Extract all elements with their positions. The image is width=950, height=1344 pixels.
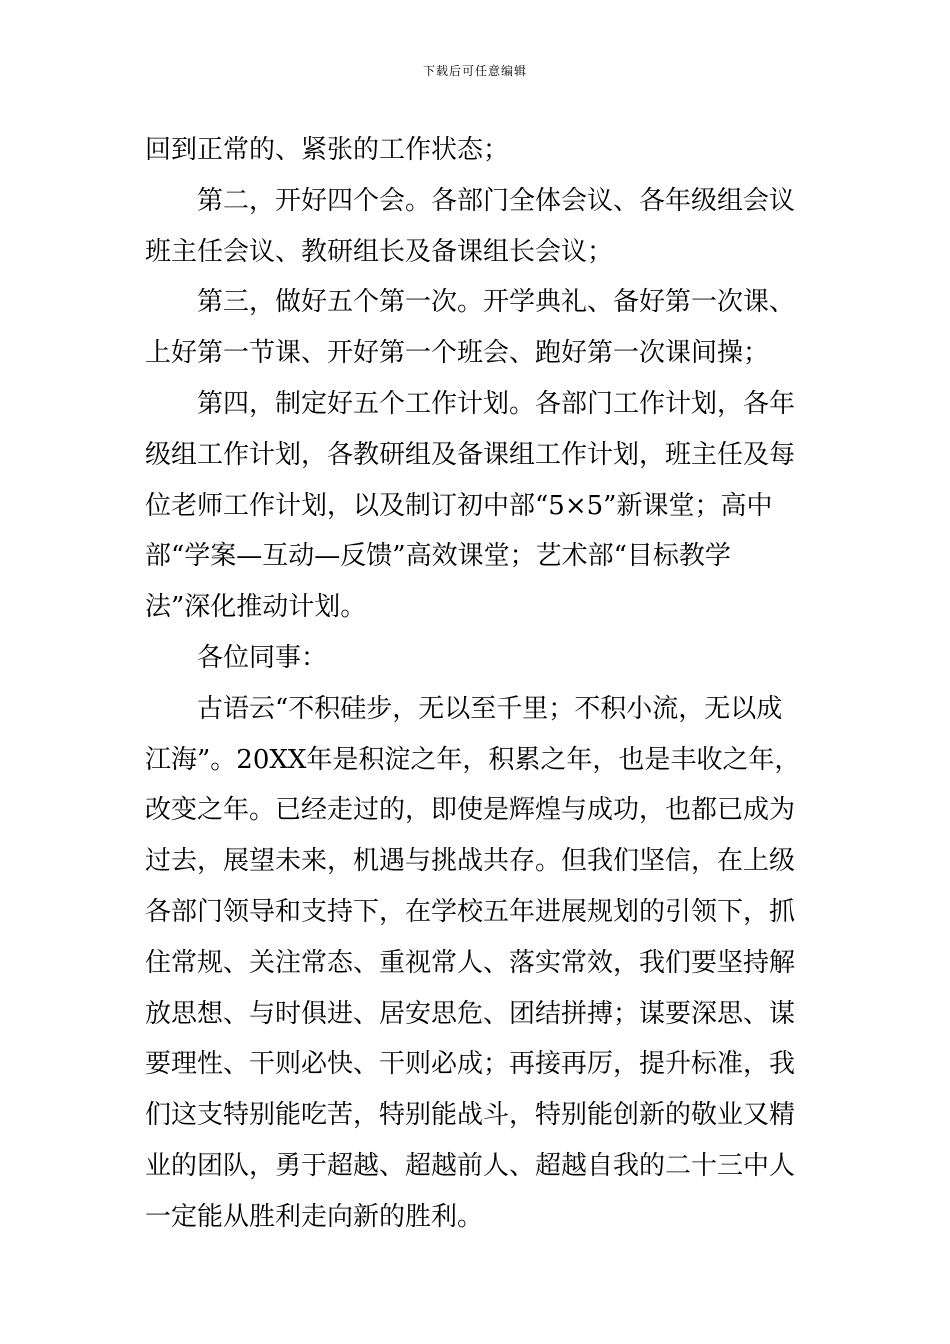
- text-line: 各部门领导和支持下，在学校五年进展规划的引领下，抓: [145, 896, 796, 927]
- text-line: 住常规、关注常态、重视常人、落实常效，我们要坚持解: [145, 947, 796, 978]
- text-line: 各位同事：: [197, 642, 328, 673]
- text-line: 第三，做好五个第一次。开学典礼、备好第一次课、: [197, 287, 796, 318]
- text-line: 第二，开好四个会。各部门全体会议、各年级组会议: [197, 185, 796, 216]
- text-line: 级组工作计划，各教研组及备课组工作计划，班主任及每: [145, 439, 796, 470]
- text-line: 班主任会议、教研组长及备课组长会议；: [145, 236, 614, 267]
- page-header: 下载后可任意编辑: [422, 64, 527, 78]
- text-line: 过去，展望未来，机遇与挑战共存。但我们坚信，在上级: [145, 846, 796, 877]
- text-line: 业的团队，勇于超越、超越前人、超越自我的二十三中人: [145, 1150, 796, 1181]
- text-line: 回到正常的、紧张的工作状态；: [145, 135, 510, 165]
- text-line: 上好第一节课、开好第一个班会、跑好第一次课间操；: [145, 338, 770, 369]
- text-line: 部“学案—互动—反馈”高效课堂；艺术部“目标教学: [145, 541, 731, 572]
- text-line: 法”深化推动计划。: [145, 592, 367, 623]
- document-body: [145, 125, 810, 1243]
- text-line: 要理性、干则必快、干则必成；再接再厉，提升标准，我: [145, 1049, 796, 1080]
- text-line: 们这支特别能吃苦，特别能战斗，特别能创新的敬业又精: [145, 1100, 796, 1131]
- text-line: 改变之年。已经走过的，即使是辉煌与成功，也都已成为: [145, 795, 796, 826]
- text-line: 江海”。20XX年是积淀之年，积累之年，也是丰收之年，: [145, 744, 801, 775]
- text-line: 放思想、与时俱进、居安思危、团结拼搏；谋要深思、谋: [145, 998, 796, 1029]
- text-line: 第四，制定好五个工作计划。各部门工作计划，各年: [197, 388, 796, 419]
- text-line: 古语云“不积硅步，无以至千里；不积小流，无以成: [197, 693, 783, 724]
- text-line: 一定能从胜利走向新的胜利。: [145, 1201, 484, 1232]
- text-line: 位老师工作计划，以及制订初中部“5×5”新课堂；高中: [145, 490, 773, 521]
